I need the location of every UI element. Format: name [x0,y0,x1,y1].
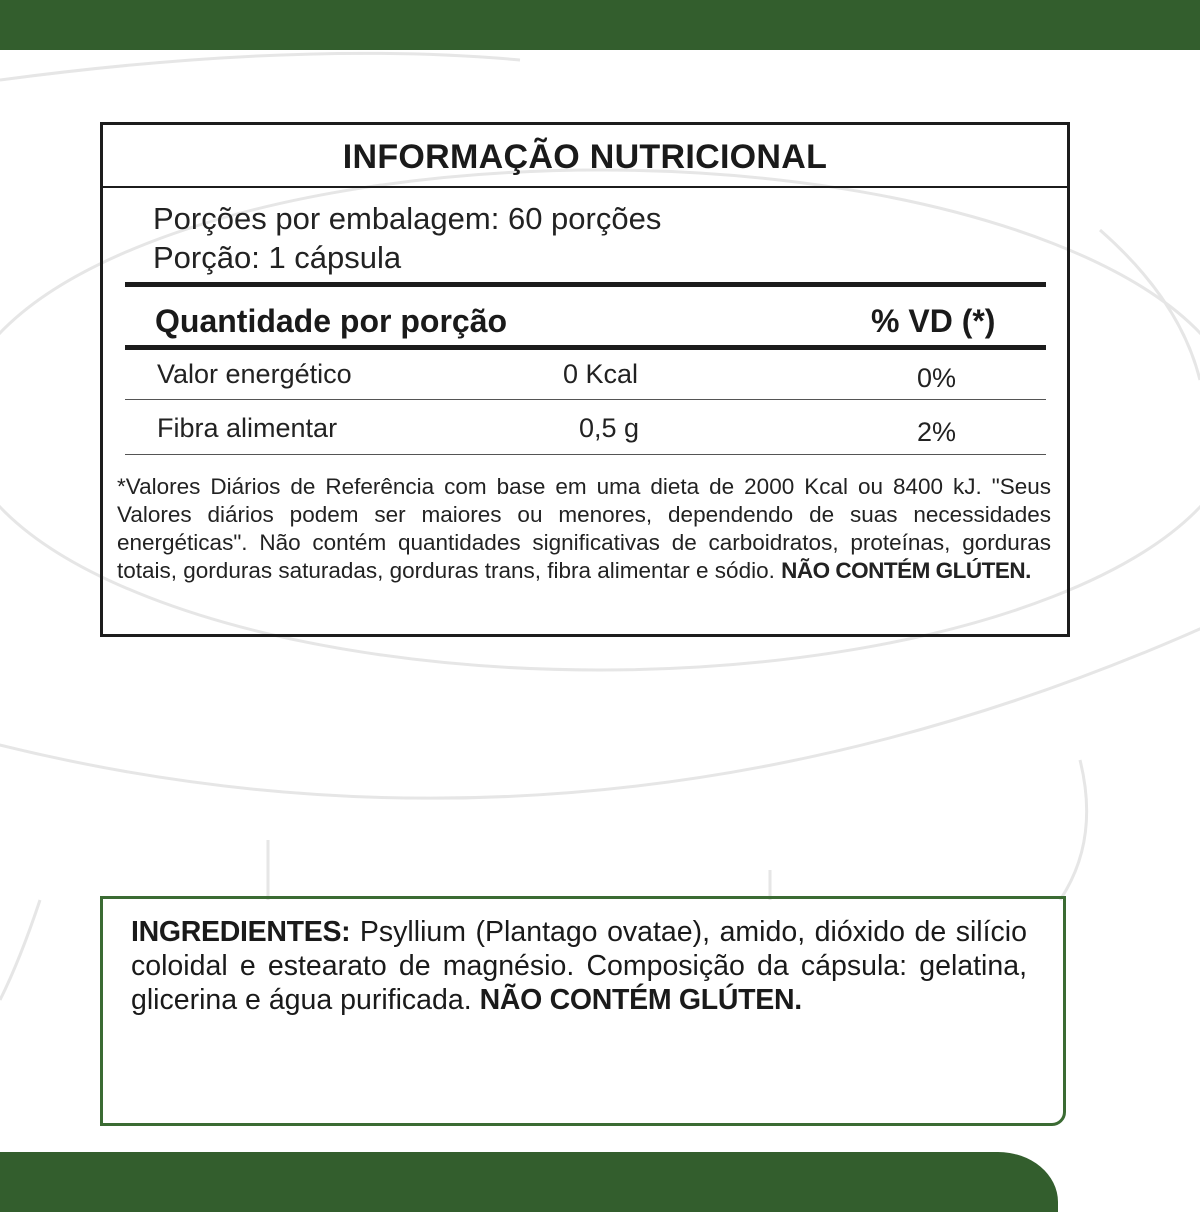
nutrient-dv: 2% [917,417,957,447]
row-divider [125,399,1046,400]
divider-thick-top [125,282,1046,287]
footnote-text: *Valores Diários de Referência com base em uma dieta de 2000 Kcal ou 8400 kJ. "Seus Valores diários podem ser maiores ou menores, dependendo de suas necessidades energéticas". Não contém quantidades significativas de carboidratos, proteínas, gorduras totais, gorduras saturadas, gorduras trans, fibra alimentar e sódio. [117,474,1051,583]
nutrient-name: Fibra alimentar [157,413,338,443]
footnote-gluten-warning: NÃO CONTÉM GLÚTEN. [781,558,1031,583]
daily-value-footnote [117,473,1051,585]
header-daily-value: % VD (*) [871,303,996,339]
divider-thick-bottom [125,345,1046,350]
nutrient-amount: 0 Kcal [563,359,639,389]
header-quantity: Quantidade por porção [155,303,508,339]
ingredients-box [100,896,1066,1126]
ingredients-gluten-warning: NÃO CONTÉM GLÚTEN. [479,984,802,1016]
ingredients-label: INGREDIENTES: [131,916,351,948]
nutrition-title: INFORMAÇÃO NUTRICIONAL [103,125,1067,188]
ingredients-paragraph [131,915,1027,1017]
serving-size: Porção: 1 cápsula [153,240,402,275]
nutrient-name: Valor energético [157,359,352,389]
nutrient-dv: 0% [917,363,957,393]
servings-per-package: Porções por embalagem: 60 porções [153,201,662,236]
ingredients-list: Psyllium (Plantago ovatae), amido, dióxido de silício coloidal e estearato de magnésio. Composição da cápsula: gelatina, glicerina e água purificada. [131,916,1027,1016]
nutrition-facts-table [100,122,1070,637]
bottom-green-bar [0,1152,1058,1212]
row-divider [125,454,1046,455]
nutrient-amount: 0,5 g [579,413,640,443]
